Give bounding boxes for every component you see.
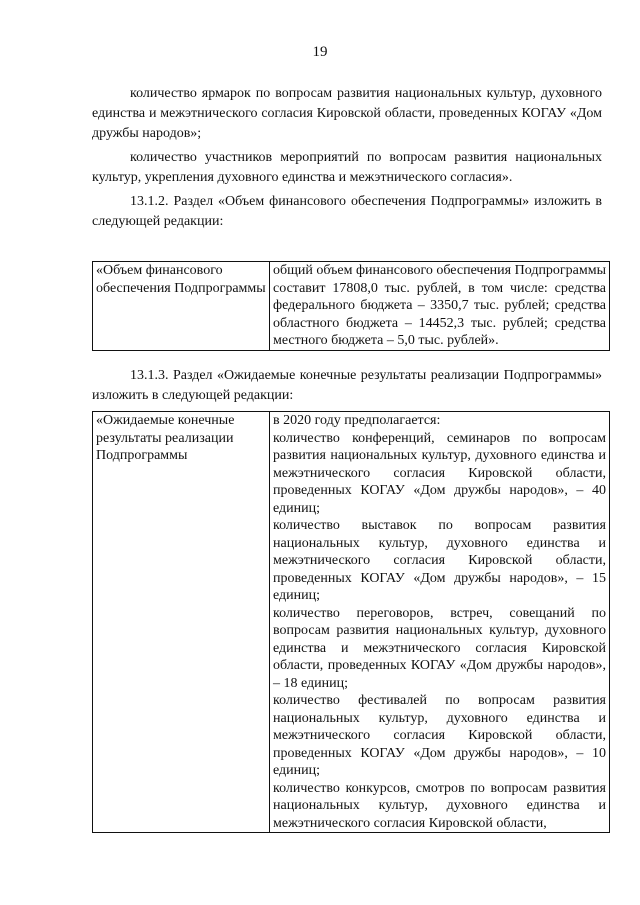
financing-label-cell: «Объем финансового обеспечения Подпрограммы bbox=[93, 262, 270, 351]
results-line-meetings: количество переговоров, встреч, совещаний по вопросам развития национальных культур, духовного единства и межэтнического согласия Кировской области, проведенных КОГАУ «Дом дружбы народов», – 18 единиц; bbox=[273, 605, 606, 691]
table-row bbox=[93, 262, 610, 351]
results-line-conferences: количество конференций, семинаров по вопросам развития национальных культур, духовного единства и межэтнического согласия Кировской области, проведенных КОГАУ «Дом дружбы народов», – 40 единиц; bbox=[273, 430, 606, 516]
results-label-cell: «Ожидаемые конечные результаты реализации Подпрограммы bbox=[93, 412, 270, 833]
table-row bbox=[93, 412, 610, 833]
results-line-festivals: количество фестивалей по вопросам развития национальных культур, духовного единства и межэтнического согласия Кировской области, проведенных КОГАУ «Дом дружбы народов», – 10 единиц; bbox=[273, 693, 606, 778]
paragraph-fairs: количество ярмарок по вопросам развития национальных культур, духовного единства и межэтнического согласия Кировской области, проведенных КОГАУ «Дом дружбы народов»; bbox=[92, 86, 602, 141]
results-line-exhibitions: количество выставок по вопросам развития национальных культур, духовного единства и межэтнического согласия Кировской области, проведенных КОГАУ «Дом дружбы народов», – 15 единиц; bbox=[273, 518, 606, 603]
results-table bbox=[92, 411, 610, 833]
paragraph-participants: количество участников мероприятий по вопросам развития национальных культур, укрепления духовного единства и межэтнического согласия». bbox=[92, 150, 602, 185]
section-13-1-3 bbox=[92, 366, 602, 406]
intro-text bbox=[92, 84, 602, 232]
section-13-1-2-heading: 13.1.2. Раздел «Объем финансового обеспечения Подпрограммы» изложить в следующей редакции: bbox=[92, 194, 602, 229]
results-value-cell bbox=[270, 412, 610, 833]
financing-table bbox=[92, 261, 610, 351]
results-line-0: в 2020 году предполагается: bbox=[273, 413, 441, 428]
page-number: 19 bbox=[312, 44, 328, 60]
financing-value-cell: общий объем финансового обеспечения Подпрограммы составит 17808,0 тыс. рублей, в том числе: средства федерального бюджета – 3350,7 тыс. рублей; средства областного бюджета – 14452,3 тыс. рублей; средства местного бюджета – 5,0 тыс. рублей». bbox=[270, 262, 610, 351]
results-line-contests: количество конкурсов, смотров по вопросам развития национальных культур, духовного единства и межэтнического согласия Кировской области, bbox=[273, 780, 606, 831]
section-13-1-3-heading: 13.1.3. Раздел «Ожидаемые конечные результаты реализации Подпрограммы» изложить в следующей редакции: bbox=[92, 368, 602, 403]
